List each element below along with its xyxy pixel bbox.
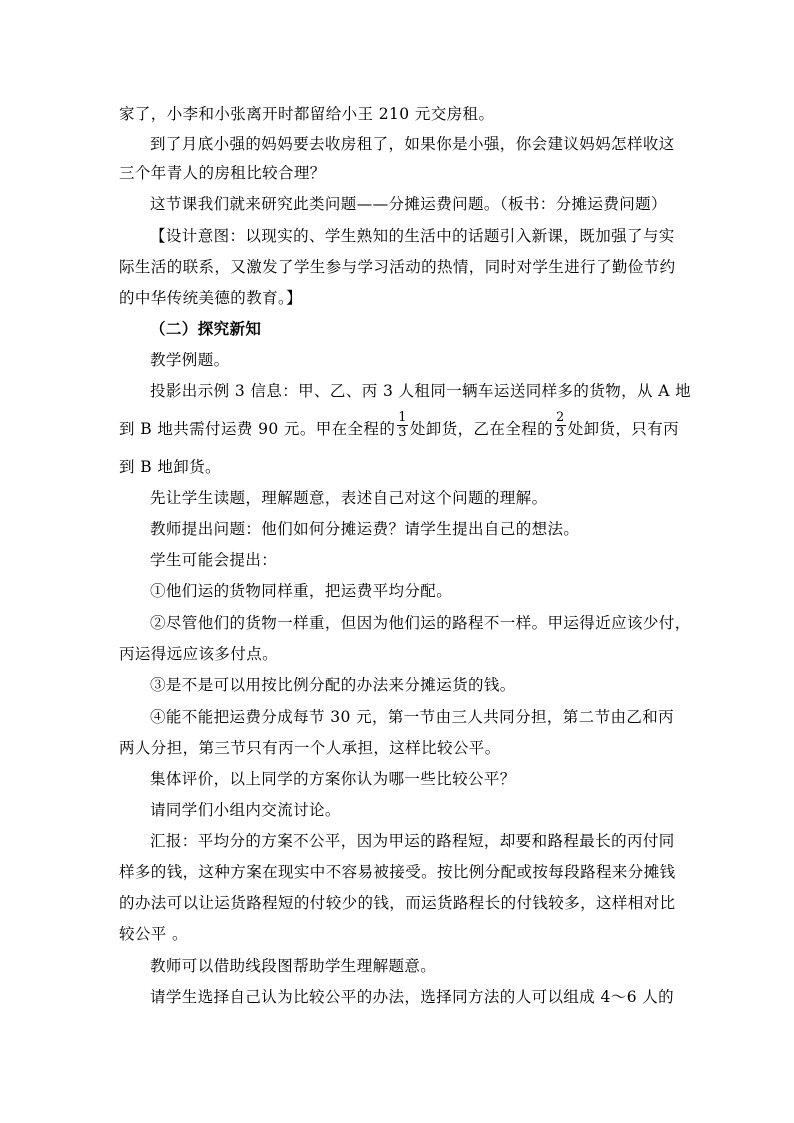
text-line: 样多的钱，这种方案在现实中不容易被接受。按比例分配或按每段路程来分摊钱 xyxy=(119,863,676,881)
fraction-numerator: 2 xyxy=(556,409,565,425)
text-line: 较公平 。 xyxy=(119,925,188,943)
text-line: 的办法可以让运货路程短的付较少的钱，而运货路程长的付钱较多，这样相对比 xyxy=(119,894,676,912)
list-item-continuation: 两人分担，第三节只有丙一个人承担，这样比较公平。 xyxy=(119,739,501,757)
text-segment: 处卸货，只有丙 xyxy=(567,420,679,438)
fraction-numerator: 1 xyxy=(398,409,407,425)
text-line: 请学生选择自己认为比较公平的办法，选择同方法的人可以组成 4～6 人的 xyxy=(150,988,675,1006)
design-intent-line: 际生活的联系，又激发了学生参与学习活动的热情，同时对学生进行了勤俭节约 xyxy=(119,258,676,276)
fraction-two-thirds xyxy=(555,411,566,440)
fraction-one-third xyxy=(397,411,408,440)
section-heading: （二）探究新知 xyxy=(150,319,262,338)
list-item: ④能不能把运费分成每节 30 元，第一节由三人共同分担，第二节由乙和丙 xyxy=(150,708,675,726)
text-segment: 到 B 地共需付运费 90 元。甲在全程的 xyxy=(119,420,396,438)
design-intent-line: 【设计意图：以现实的、学生熟知的生活中的话题引入新课，既加强了与实 xyxy=(150,227,675,245)
text-line: 三个年青人的房租比较合理？ xyxy=(119,164,326,182)
text-line: 请同学们小组内交流讨论。 xyxy=(150,801,341,819)
text-line: 教师可以借助线段图帮助学生理解题意。 xyxy=(150,957,437,975)
list-item: ①他们运的货物同样重，把运费平均分配。 xyxy=(150,582,453,600)
list-item: ②尽管他们的货物一样重，但因为他们运的路程不一样。甲运得近应该少付， xyxy=(150,614,691,632)
design-intent-line: 的中华传统美德的教育。】 xyxy=(119,289,303,307)
text-line: 集体评价，以上同学的方案你认为哪一些比较公平？ xyxy=(150,770,516,788)
text-line: 学生可能会提出： xyxy=(150,551,278,569)
text-line: 到了月底小强的妈妈要去收房租了，如果你是小强，你会建议妈妈怎样收这 xyxy=(150,135,675,153)
text-line: 教师提出问题：他们如何分摊运费？请学生提出自己的想法。 xyxy=(150,520,580,538)
list-item-continuation: 丙运得远应该多付点。 xyxy=(119,645,279,663)
fraction-denominator: 3 xyxy=(398,424,407,440)
fraction-denominator: 3 xyxy=(556,424,565,440)
text-line-with-fractions xyxy=(119,409,679,440)
text-line: 投影出示例 3 信息：甲、乙、丙 3 人租同一辆车运送同样多的货物，从 A 地 xyxy=(150,382,692,400)
list-item: ③是不是可以用按比例分配的办法来分摊运货的钱。 xyxy=(150,676,516,694)
text-line: 到 B 地卸货。 xyxy=(119,458,221,476)
text-line: 汇报：平均分的方案不公平，因为甲运的路程短，却要和路程最长的丙付同 xyxy=(150,832,675,850)
text-line: 先让学生读题，理解题意，表述自己对这个问题的理解。 xyxy=(150,489,548,507)
text-line: 家了，小李和小张离开时都留给小王 210 元交房租。 xyxy=(119,105,495,123)
text-line: 这节课我们就来研究此类问题——分摊运费问题。（板书：分摊运费问题） xyxy=(150,195,667,213)
text-line: 教学例题。 xyxy=(150,351,230,369)
text-segment: 处卸货，乙在全程的 xyxy=(409,420,554,438)
